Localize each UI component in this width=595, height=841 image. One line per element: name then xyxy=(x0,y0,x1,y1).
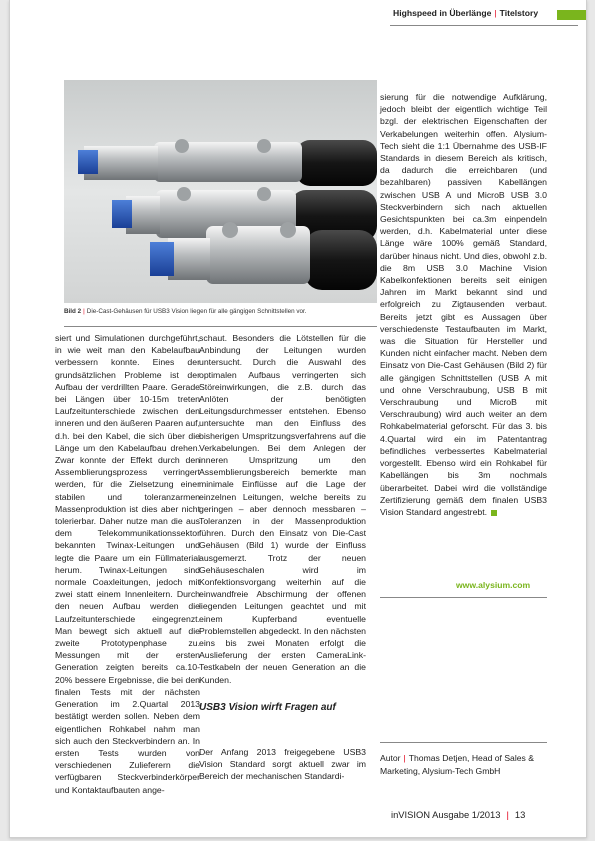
usb-connectors-image xyxy=(64,80,377,303)
body-column-2-continued xyxy=(199,737,366,791)
header-category: Titelstory xyxy=(499,8,539,18)
running-header xyxy=(393,8,538,18)
issue-label: inVISION Ausgabe 1/2013 xyxy=(391,809,501,820)
author-rule xyxy=(380,742,547,743)
header-accent-bar xyxy=(557,10,586,20)
header-separator: | xyxy=(494,8,497,18)
body-text-col2: schaut. Besonders die Lötstellen für die Anbindung der Leitungen wurden untersucht. Durch die Auswahl des optimalen Aufbaus verringerten sich Störeinwirkungen, die z.B. durch das Anlöten der benötigten Leitungsdurchmesser entstehen. Ebenso untersuchte man den Einfluss des bisherigen Umspritzungsverfahrens auf die Verkabelungen. Bei dem Anlegen der inneren Umspritzung um den Assemblierungsbereich bemerkte man minimale Einflüsse auf die Lage der einzelnen Leitungen, welche bereits zu geringen – aber dennoch messbaren – Toleranzen in der Massenproduktion führen. Durch den Einsatz von Die-Cast Gehäusen (Bild 1) wurde der Einfluss ausgemerzt. Trotz der neuen Gehäuseschalen wird im Konfektionsvorgang weiterhin auf die einwandfreie Abschirmung der offenen liegenden Leitungen geachtet und mit einem Kupferband eventuelle Problemstellen abgedeckt. In den nächsten eins bis zwei Monaten erfolgt die Auslieferung der ersten CameraLink-Testkabeln der neuen Generation an die Kunden. xyxy=(199,333,366,685)
figure-caption xyxy=(64,308,377,315)
website-link[interactable]: www.alysium.com xyxy=(456,580,531,590)
footer-separator: | xyxy=(506,809,509,820)
magazine-page xyxy=(9,0,587,838)
body-text-col1: siert und Simulationen durchgeführt, in wie weit man den Kabelaufbau verbessern konnte. Eines der grundsätzlichen Probleme ist der Aufbau der verdrillten Paare. Gerade bei Längen über 10-15m treten Laufzeitunterschiede zwischen den inneren und den äußeren Paaren auf, d.h. bei den Kabel, die sich über die Länge um den Kabelaufbau drehen. Zwar konnte der Effekt durch den Assemblierungsprozess verringert werden, für die Zielsetzung einer stabilen und toleranzarmen Massenproduktion ist dies aber nicht tolerierbar. Daher nutze man die aus dem Telekommunikationssektor bekannten Twinax-Leitungen und legte die Paare um ein Füllmaterial herum. Twinax-Leitungen sind normale Coaxleitungen, jedoch mit zwei statt einem Innenleitern. Durch den neuen Aufbau werden die Laufzeitunterschiede eingegrenzt. Man bewegt sich aktuell auf die zweite Prototypenphase zu. Messungen mit der ersten Generation zeigten bereits ca.10-20% bessere Ergebnisse, die bei den finalen Tests mit der nächsten Generation im 2.Quartal 2013 bestätigt werden sollen. Neben dem eigentlichen Rohkabel nahm man sich auch den Steckverbindern an. In ersten Tests wurden von verschiedenen Zulieferern die verfügbaren Steckverbinderkörper und Kontaktaufbauten ange- xyxy=(55,333,200,795)
section-subheading: USB3 Vision wirft Fragen auf xyxy=(199,702,336,713)
page-footer xyxy=(391,809,525,820)
connector-photo xyxy=(64,80,377,303)
author-separator: | xyxy=(403,753,406,763)
page-number: 13 xyxy=(514,809,526,820)
end-of-article-mark xyxy=(491,510,497,516)
author-label: Autor xyxy=(380,753,401,763)
body-text-col2b: Der Anfang 2013 freigegebene USB3 Vision Standard sorgt aktuell zwar im Bereich der mechanischen Standardi- xyxy=(199,746,366,782)
header-section: Highspeed in Überlänge xyxy=(393,8,492,18)
caption-rule xyxy=(64,326,377,327)
figure-label: Bild 2 xyxy=(64,308,82,315)
body-column-3 xyxy=(380,91,547,518)
website-rule xyxy=(380,597,547,598)
header-rule xyxy=(390,25,578,26)
caption-separator: | xyxy=(83,308,85,315)
body-column-2 xyxy=(199,332,366,686)
body-column-1 xyxy=(55,332,200,796)
figure-caption-text: Die-Cast-Gehäusen für USB3 Vision liegen für alle gängigen Schnittstellen vor. xyxy=(86,308,307,315)
body-text-col3: sierung für die notwendige Aufklärung, jedoch bleibt der eigentlich wichtige Teil bzgl. der elektrischen Eigenschaften der Verkabelungen weiterhin offen. Alysium-Tech sieht die 1:1 Übernahme des USB-IF Standards in diesem Bereich als kritisch, da dadurch die erreichbaren (und bezahlbaren) passiven Kabellängen zwischen USB A und MicroB USB 3.0 Steckverbindern sich nach aktuellen Gesichtspunkten bei ca.3m einpendeln werden, d.h. Kabelmaterial unter diese Länge wäre 100% gemäß Standard, darüber hinaus nicht. Und dies, obwohl z.b. die 8m USB 3.0 Machine Vision Kabelkonfektionen bereits seit einigen Jahren im Markt bekannt sind und erfolgreich zu Zigtausenden verbaut. Bereits jetzt gibt es Aussagen über verschiedenste Testaufbauten im Markt, was die Situation für Hersteller und Kunden nicht einfacher macht. Neben dem Einsatz von Die-Cast Gehäusen (Bild 2) für alle gängigen Schnittstellen (USB A mit und ohne Verschraubung, USB B mit Verschraubung und MicroB mit Verschraubung) wird auch weiter an dem Rohkabelmaterial geforscht. Für das 3. bis 4.Quartal wird ein im Patentantrag befindliches verbessertes Kabelmaterial vorgestellt. Ebenso wird ein Rohkabel für Kabellängen bis 3m nochmals überarbeitet. Dabei wird die vollständige Zertifizierung gemäß dem finalen USB3 Vision Standard angestrebt. xyxy=(380,92,547,517)
author-credit xyxy=(380,752,550,778)
author-text: Thomas Detjen, Head of Sales & Marketing, Alysium-Tech GmbH xyxy=(380,753,534,776)
